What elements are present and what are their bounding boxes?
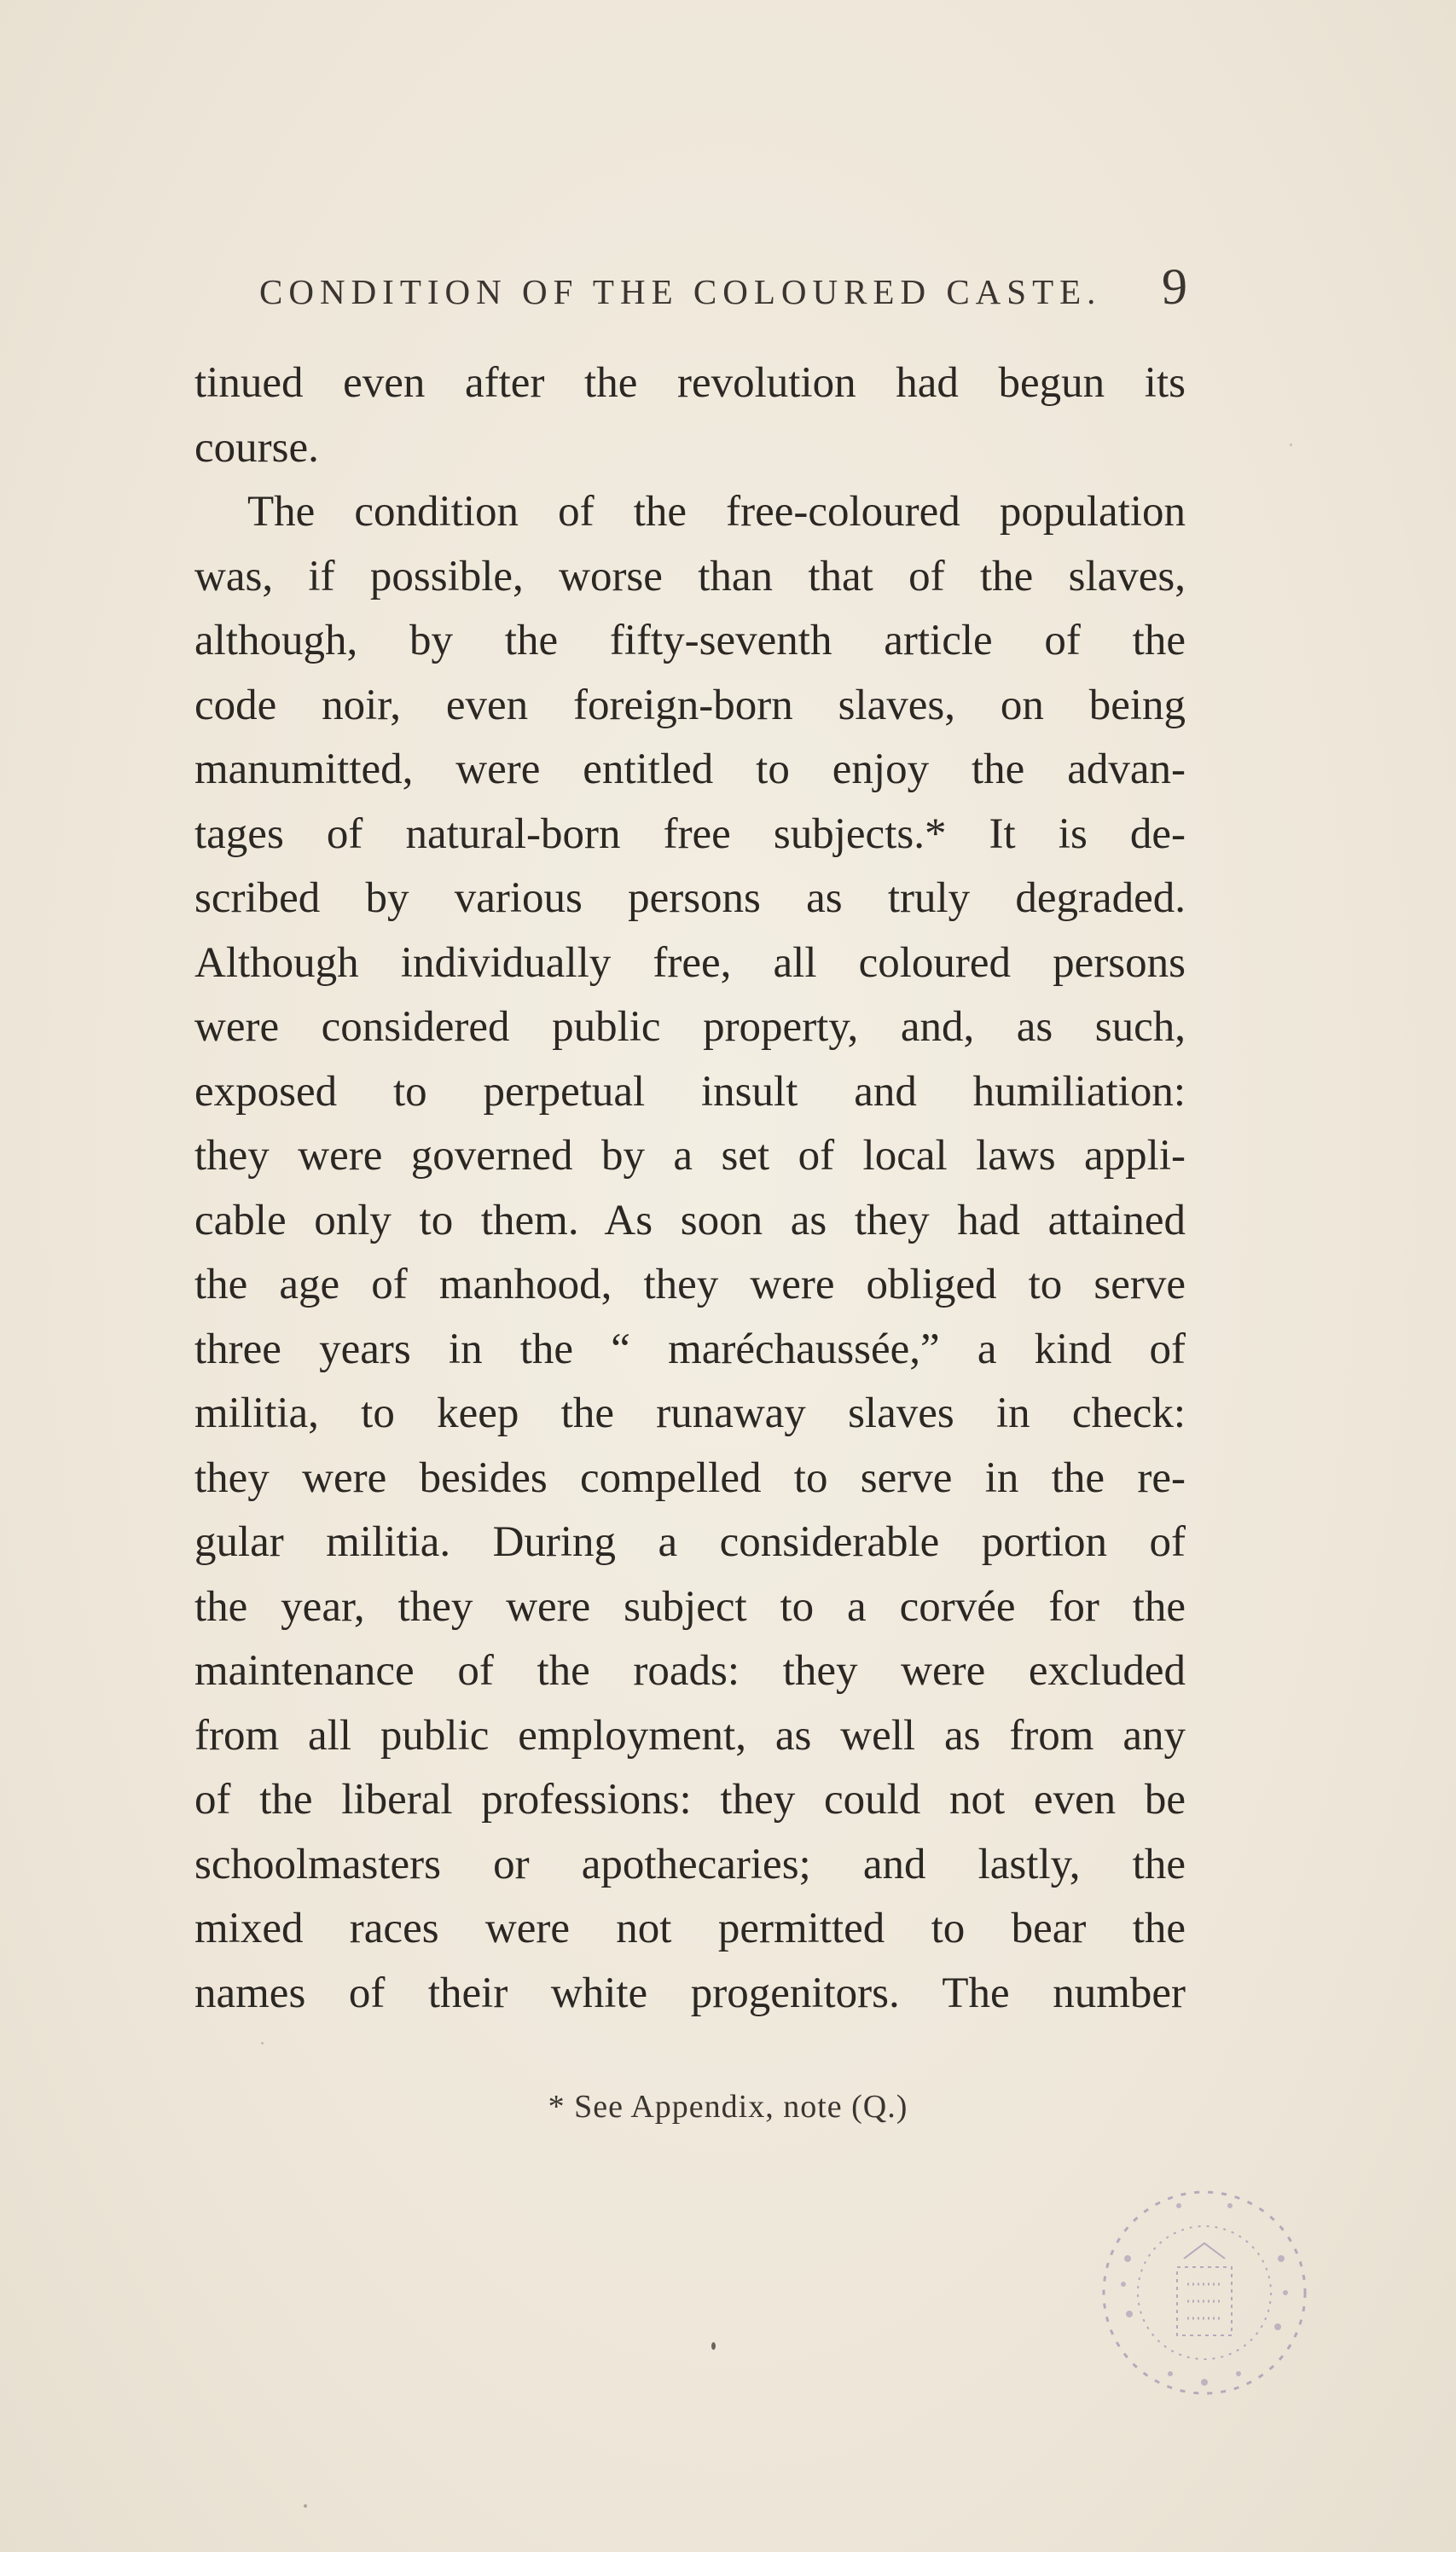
- paper-speck: [261, 2042, 264, 2044]
- paper-speck: [304, 2504, 307, 2508]
- text-line: Although individually free, all coloured persons: [194, 938, 1186, 987]
- text-line: militia, to keep the runaway slaves in check:: [194, 1389, 1186, 1437]
- text-line: the year, they were subject to a corvée for the: [194, 1582, 1186, 1631]
- text-line: The condition of the free-coloured population: [247, 488, 1186, 536]
- running-head: [0, 258, 1456, 326]
- text-line: course.: [194, 423, 319, 472]
- footnote: * See Appendix, note (Q.): [548, 2089, 908, 2125]
- text-line: names of their white progenitors. The number: [194, 1969, 1186, 2017]
- text-line: from all public employment, as well as from any: [194, 1711, 1186, 1760]
- running-title: CONDITION OF THE COLOURED CASTE.: [259, 272, 1102, 311]
- text-line: scribed by various persons as truly degraded.: [194, 874, 1186, 922]
- text-line: schoolmasters or apothecaries; and lastly, the: [194, 1840, 1186, 1888]
- text-line: although, by the fifty-seventh article of the: [194, 617, 1186, 664]
- library-stamp-icon: [1076, 2165, 1332, 2421]
- paper-speck: [711, 2342, 716, 2350]
- text-line: they were besides compelled to serve in the re-: [194, 1453, 1186, 1502]
- text-line: were considered public property, and, as such,: [194, 1003, 1186, 1051]
- body-text: [194, 351, 1186, 2026]
- text-line: of the liberal professions: they could not even be: [194, 1776, 1186, 1824]
- text-line: they were governed by a set of local laws appli-: [194, 1132, 1186, 1180]
- text-line: manumitted, were entitled to enjoy the advan-: [194, 745, 1186, 793]
- text-line: the age of manhood, they were obliged to serve: [194, 1261, 1186, 1308]
- text-line: tinued even after the revolution had begun its: [194, 359, 1186, 407]
- text-line: three years in the “ maréchaussée,” a kind of: [194, 1325, 1186, 1373]
- text-line: was, if possible, worse than that of the slaves,: [194, 552, 1186, 600]
- text-line: mixed races were not permitted to bear the: [194, 1905, 1186, 1952]
- text-line: code noir, even foreign-born slaves, on being: [194, 681, 1186, 729]
- text-line: gular militia. During a considerable portion of: [194, 1518, 1186, 1566]
- text-line: maintenance of the roads: they were excluded: [194, 1647, 1186, 1695]
- text-line: cable only to them. As soon as they had attained: [194, 1196, 1186, 1244]
- text-line: exposed to perpetual insult and humiliation:: [194, 1067, 1186, 1116]
- text-line: tages of natural-born free subjects.* It is de-: [194, 809, 1186, 858]
- paper-speck: [1290, 444, 1292, 446]
- page-number: 9: [1162, 258, 1187, 315]
